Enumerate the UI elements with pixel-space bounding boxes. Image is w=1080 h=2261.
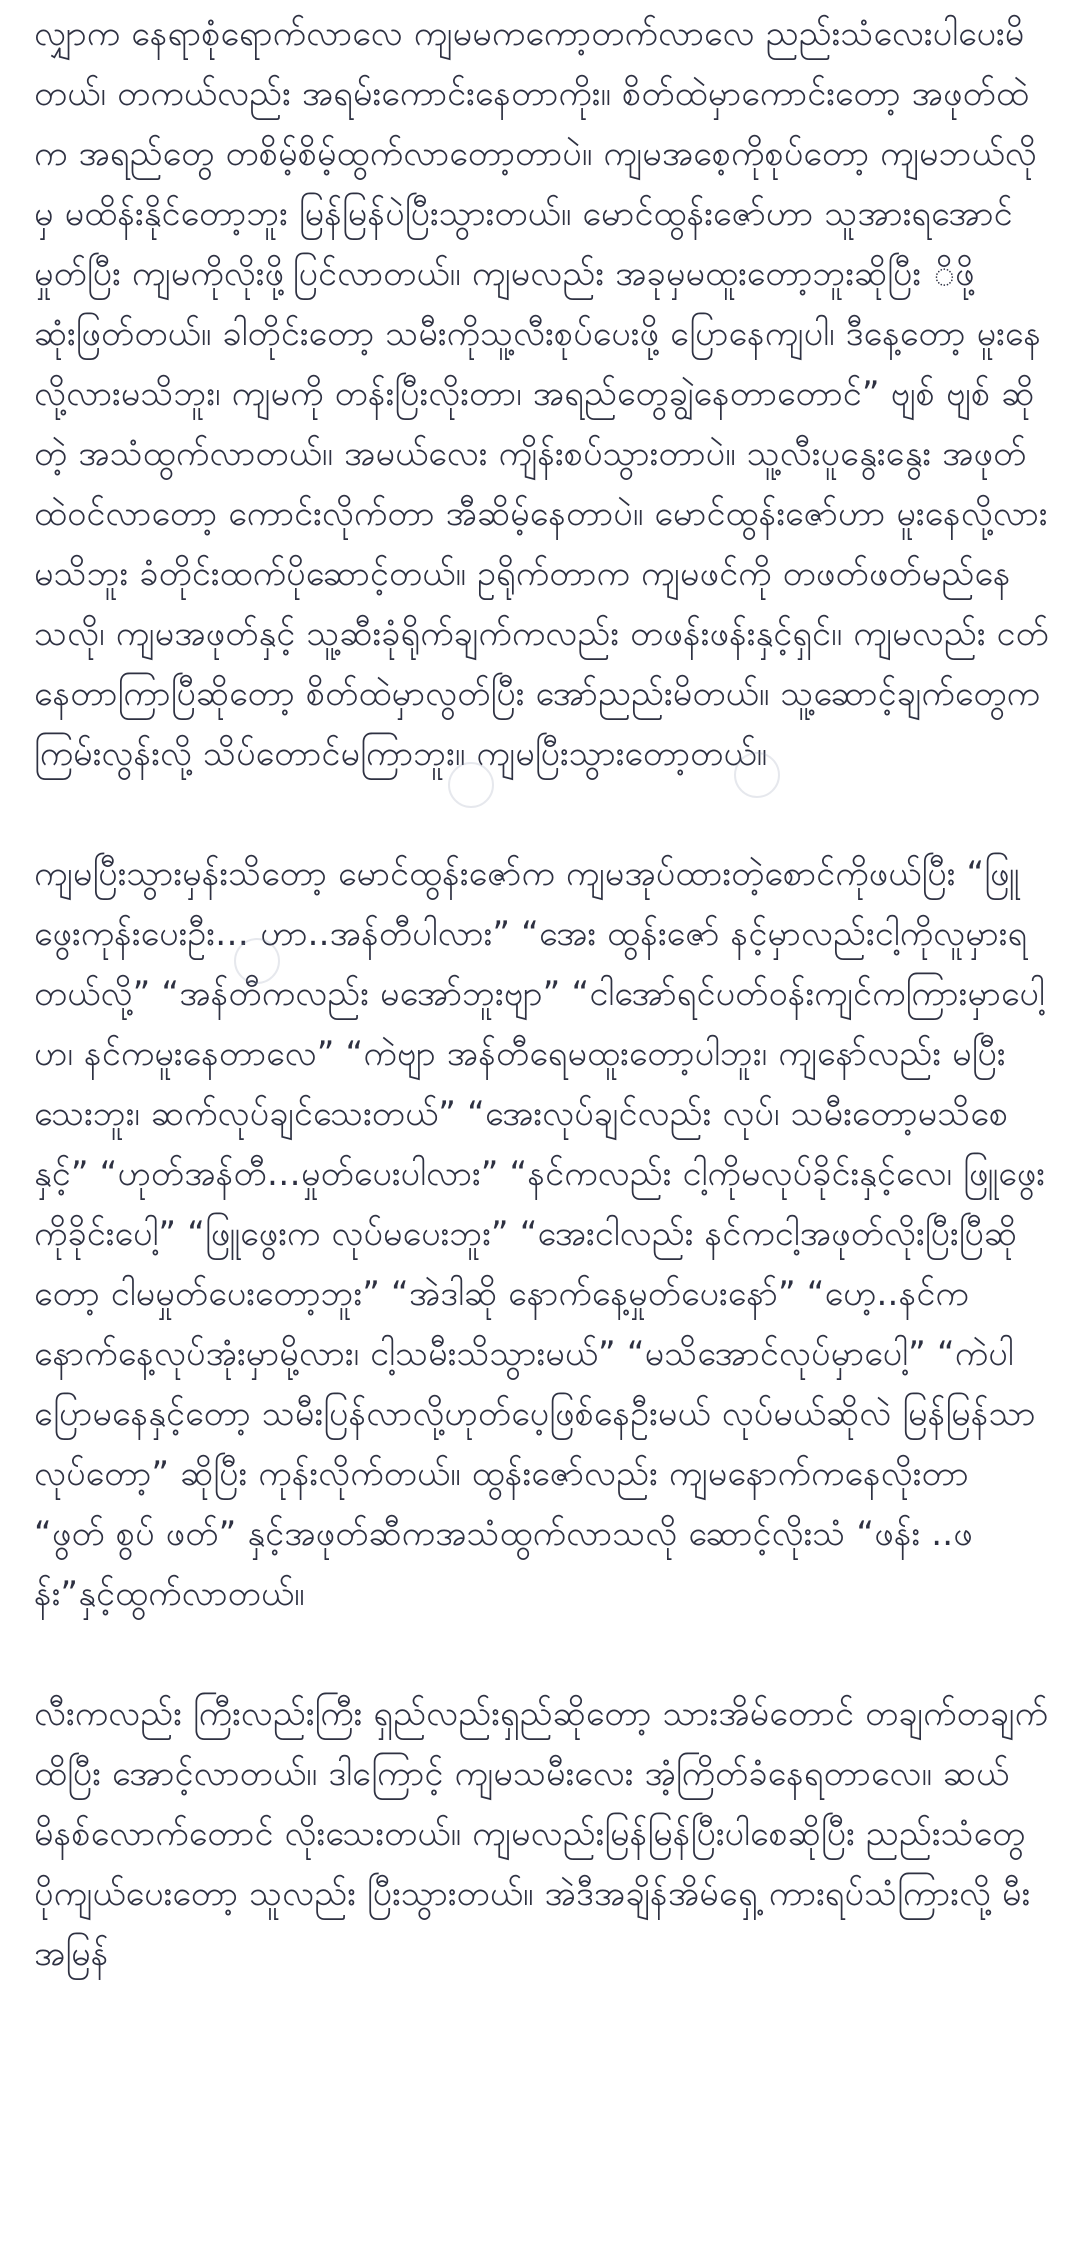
faint-circle-icon	[734, 752, 780, 798]
article-paragraph-1: လျှာက နေရာစုံရောက်လာလေ ကျမမကကော့တက်လာလေ ညည်းသံလေးပါပေးမိတယ်၊ တကယ်လည်း အရမ်းကောင်းနေတာကိုး။ စိတ်ထဲမှာကောင်းတော့ အဖုတ်ထဲက အရည်တွေ တစိမ့်စိမ့်ထွက်လာတော့တာပဲ။ ကျမအစေ့ကိုစုပ်တော့ ကျမဘယ်လိုမှ မထိန်းနိုင်တော့ဘူး မြန်မြန်ပဲပြီးသွားတယ်။ မောင်ထွန်းဇော်ဟာ သူအားရအောင်မှုတ်ပြီး ကျမကိုလိုးဖို့ပြင်လာတယ်၊၊ ကျမလည်း အခုမှမထူးတော့ဘူးဆိုပြီး ိဖို့ဆုံးဖြတ်တယ်။ ခါတိုင်းတော့ သမီးကိုသူ့လီးစုပ်ပေးဖို့ ပြောနေကျပါ၊ ဒီနေ့တော့ မူးနေလို့လားမသိဘူး၊ ကျမကို တန်းပြီးလိုးတာ၊ အရည်တွေချွဲနေတာတောင်” ဗျစ် ဗျစ် ဆိုတဲ့ အသံထွက်လာတယ်၊၊ အမယ်လေး ကျိန်းစပ်သွားတာပဲ။ သူ့လီးပူနွေးနွေး အဖုတ်ထဲဝင်လာတော့ ကောင်းလိုက်တာ အီဆိမ့်နေတာပဲ။ မောင်ထွန်းဇော်ဟာ မူးနေလို့လားမသိဘူး ခံတိုင်းထက်ပိုဆောင့်တယ်။ ဥရိုက်တာက ကျမဖင်ကို တဖတ်ဖတ်မည်နေသလို၊ ကျမအဖုတ်နှင့် သူ့ဆီးခုံရိုက်ချက်ကလည်း တဖန်းဖန်းနှင့်ရှင်၊၊ ကျမလည်း ငတ်နေတာကြာပြီဆိုတော့ စိတ်ထဲမှာလွတ်ပြီး အော်ညည်းမိတယ်။ သူ့ဆောင့်ချက်တွေက ကြမ်းလွန်းလို့ သိပ်တောင်မကြာဘူး။ ကျမပြီးသွားတော့တယ်။	[34, 14, 1049, 774]
article-paragraph-2: ကျမပြီးသွားမှန်းသိတော့ မောင်ထွန်းဇော်က ကျမအုပ်ထားတဲ့စောင်ကိုဖယ်ပြီး “ဖြူဖွေးကုန်းပေးဦး… ဟာ..အန်တီပါလား” “အေး ထွန်းဇော် နင့်မှာလည်းငါ့ကိုလူမှားရတယ်လို့” “အန်တီကလည်း မအော်ဘူးဗျာ” “ငါအော်ရင်ပတ်ဝန်းကျင်ကကြားမှာပေါ့ဟ၊ နင်ကမူးနေတာလေ” “ကဲဗျာ အန်တီရေမထူးတော့ပါဘူး၊ ကျနော်လည်း မပြီးသေးဘူး၊ ဆက်လုပ်ချင်သေးတယ်” “အေးလုပ်ချင်လည်း လုပ်၊ သမီးတော့မသိစေနှင့်” “ဟုတ်အန်တီ…မှုတ်ပေးပါလား” “နင်ကလည်း ငါ့ကိုမလုပ်ခိုင်းနှင့်လေ၊ ဖြူဖွေးကိုခိုင်းပေါ့” “ဖြူဖွေးက လုပ်မပေးဘူး” “အေးငါလည်း နင်ကငါ့အဖုတ်လိုးပြီးပြီဆိုတော့ ငါမမှုတ်ပေးတော့ဘူး” “အဲဒါဆို နောက်နေ့မှုတ်ပေးနော်” “ဟေ့..နင်ကနောက်နေ့လုပ်အုံးမှာမို့လား၊ ငါ့သမီးသိသွားမယ်” “မသိအောင်လုပ်မှာပေါ့” “ကဲပါပြောမနေနှင့်တော့ သမီးပြန်လာလို့ဟုတ်ပေ့ဖြစ်နေဦးမယ် လုပ်မယ်ဆိုလဲ မြန်မြန်သာလုပ်တော့” ဆိုပြီး ကုန်းလိုက်တယ်။ ထွန်းဇော်လည်း ကျမနောက်ကနေလိုးတာ “ဖွတ် စွပ် ဖတ်” နှင့်အဖုတ်ဆီကအသံထွက်လာသလို ဆောင့်လိုးသံ “ဖန်း ..ဖန်း”နှင့်ထွက်လာတယ်။	[34, 854, 1045, 1614]
article-paragraph-3: လီးကလည်း ကြီးလည်းကြီး ရှည်လည်းရှည်ဆိုတော့ သားအိမ်တောင် တချက်တချက်ထိပြီး အောင့်လာတယ်၊၊ ဒါကြောင့် ကျမသမီးလေး အံ့ကြိတ်ခံနေရတာလေ။ ဆယ်မိနစ်လောက်တောင် လိုးသေးတယ်။ ကျမလည်းမြန်မြန်ပြီးပါစေဆိုပြီး ညည်းသံတွေ ပိုကျယ်ပေးတော့ သူလည်း ပြီးသွားတယ်။ အဲဒီအချိန်အိမ်ရှေ့ ကားရပ်သံကြားလို့ မီးအမြန်	[34, 1694, 1049, 1974]
faint-circle-icon	[448, 762, 494, 808]
article-body	[34, 4, 1050, 2044]
faint-circle-icon	[234, 938, 280, 984]
bottom-fade	[0, 2221, 1080, 2261]
